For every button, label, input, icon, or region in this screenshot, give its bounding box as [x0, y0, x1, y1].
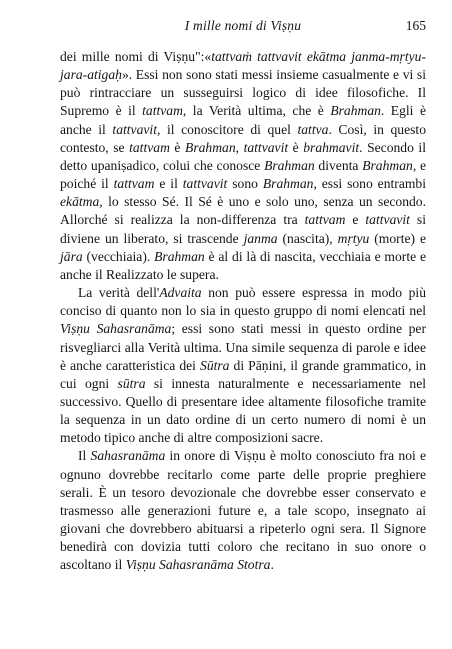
italic-run: jāra: [60, 248, 83, 264]
italic-run: tattvavit: [112, 121, 157, 137]
italic-run: tattvam: [304, 212, 346, 228]
text-run: è al di là di nascita, vecchiaia e morte e anche il Realizzato le supera.: [60, 248, 426, 282]
italic-run: Brahman: [185, 139, 236, 155]
italic-run: tattvam: [113, 176, 155, 192]
italic-run: ekātma: [60, 194, 100, 210]
text-run: (morte) e: [369, 230, 427, 246]
text-run: (nascita),: [277, 230, 338, 246]
text-run: La verità dell': [78, 285, 160, 301]
text-run: , la Verità ultima, che è: [182, 103, 331, 119]
text-run: è: [288, 139, 304, 155]
text-run: , e poiché il: [60, 157, 426, 192]
text-run: diventa: [314, 157, 363, 173]
italic-run: tattva: [297, 121, 329, 137]
page-number: 165: [405, 18, 426, 33]
text-run: .: [270, 557, 274, 573]
italic-run: janma: [243, 230, 278, 246]
italic-run: mṛtyu: [337, 230, 370, 246]
text-run: è: [169, 139, 186, 155]
text-run: . Secondo il detto upaniṣadico, colui che conosce: [60, 139, 426, 173]
text-run: in onore di Viṣṇu è molto conosciuto fra noi e ognuno dovrebbe recitarlo come parte delle proprie preghiere serali. È un tesoro devozionale che dovrebbe esser conservato e trasmesso alle generazioni future e, a tale scopo, insegnato ai giovani che dovrebbero abituarsi a ripeterlo ogni sera. Il Signore benedirà con dovizia tutti coloro che recitano in suo onore o ascoltano il: [60, 448, 427, 573]
italic-run: Brahman: [330, 103, 381, 119]
italic-run: Brahman: [362, 157, 413, 173]
italic-run: tattvam: [142, 103, 183, 119]
text-run: non può essere espressa in modo più conciso di quanto non lo sia in questo gruppo di nomi elencati nel: [60, 285, 426, 319]
text-run: (vecchiaia).: [82, 248, 155, 264]
text-run: ,: [235, 139, 244, 155]
running-head: [60, 18, 426, 38]
italic-run: Brahman: [264, 157, 315, 173]
italic-run: Sahasranāma: [90, 448, 166, 464]
italic-run: Brahman: [262, 176, 314, 192]
italic-run: Advaita: [159, 285, 202, 301]
italic-run: Viṣṇu Sahasranāma Stotra: [125, 557, 271, 573]
italic-run: Sūtra: [200, 357, 230, 373]
italic-run: tattvavit: [243, 139, 289, 155]
text-run: sono: [227, 176, 263, 192]
italic-run: tattvavit: [182, 176, 228, 192]
text-run: ; essi sono stati messi in questo ordine per risvegliarci alla Verità ultima. Una simile sequenza di parole e idee è anche caratteristica dei: [60, 321, 426, 373]
text-run: si diviene un liberato, si trascende: [60, 212, 426, 246]
italic-run: brahmavit: [303, 139, 360, 155]
text-run: Il: [78, 448, 91, 464]
text-run: , lo stesso Sé. Il Sé è uno e solo uno, senza un secondo. Allorché si realizza la non-differenza tra: [60, 194, 426, 228]
text-run: e il: [154, 176, 183, 192]
italic-run: Brahman: [154, 248, 205, 264]
text-run: . Così, in questo contesto, se: [60, 121, 426, 155]
text-run: , essi sono entrambi: [313, 176, 426, 192]
body-text: [60, 48, 426, 575]
paragraph: [60, 447, 426, 574]
italic-run: tattvavit: [365, 212, 410, 228]
text-run: di Pāṇini, il grande grammatico, in cui ogni: [60, 357, 426, 391]
italic-run: tattvam: [129, 139, 170, 155]
paragraph: [60, 284, 426, 447]
running-title: I mille nomi di Viṣṇu: [184, 18, 302, 33]
italic-run: tattvaṁ tattvavit ekātma janma-mṛtyu-jara-atigaḥ: [60, 49, 426, 83]
italic-run: Viṣṇu Sahasranāma: [60, 321, 172, 337]
text-run: , il conoscitore di quel: [156, 121, 298, 137]
italic-run: sūtra: [117, 375, 146, 391]
text-run: si innesta naturalmente e necessariamente nel successivo. Quello di presentare idee altamente filosofiche tramite la sequenza in un dato ordine di un certo numero di nomi è un metodo tipico anche di altre composizioni sacre.: [60, 375, 427, 446]
text-run: e: [345, 212, 366, 228]
paragraph: [60, 48, 426, 284]
text-run: dei mille nomi di Viṣṇu":«: [60, 49, 212, 64]
text-run: ». Essi non sono stati messi insieme casualmente e vi si può rintracciare un susseguirsi logico di idee filosofiche. Il Supremo è il: [60, 67, 426, 119]
text-run: . Egli è anche il: [60, 103, 426, 137]
